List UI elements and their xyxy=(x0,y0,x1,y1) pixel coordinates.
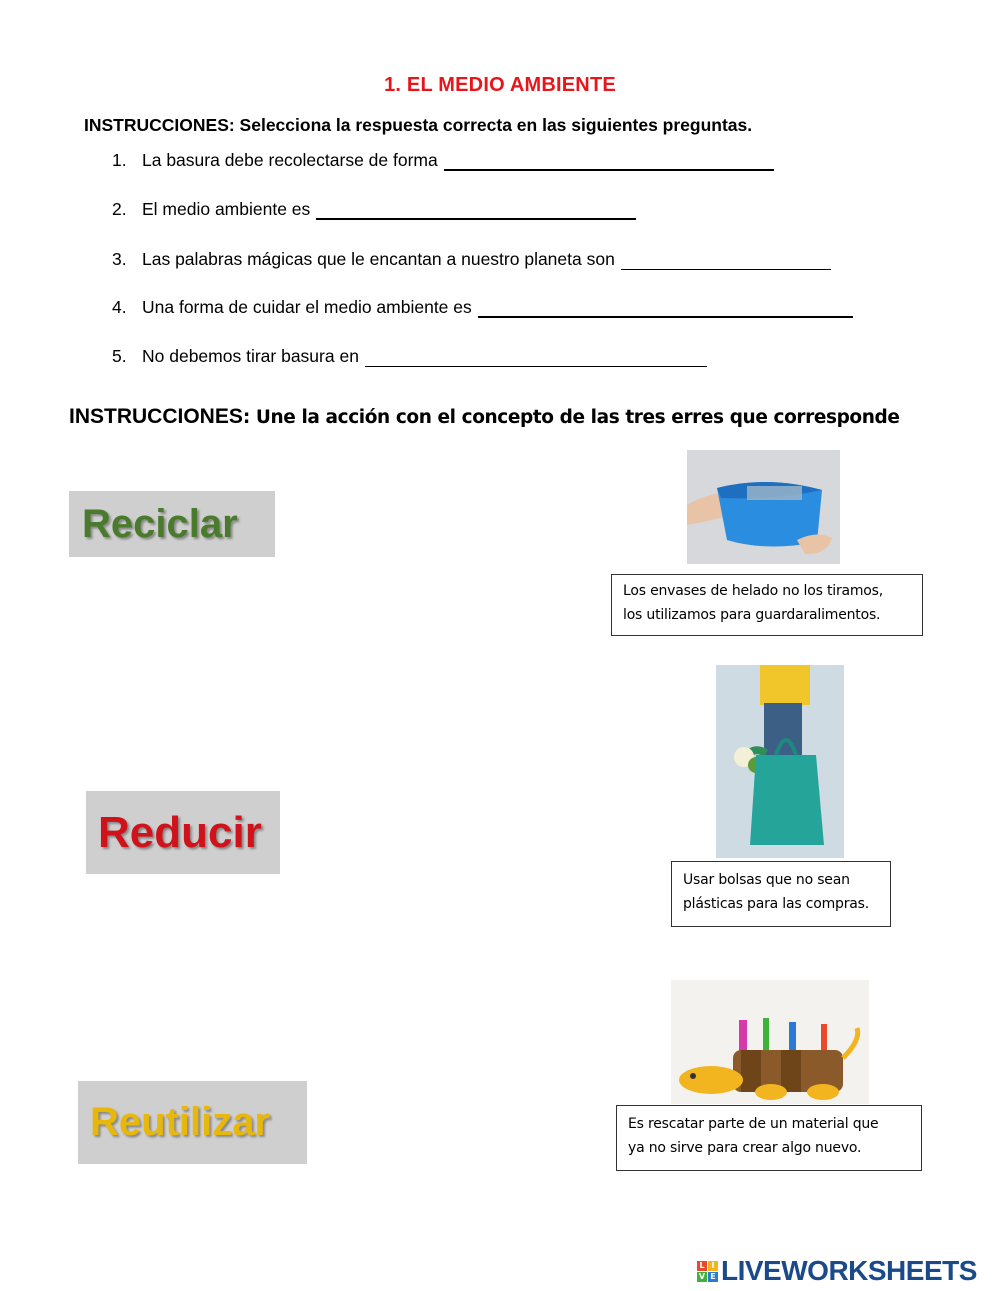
action-card-1[interactable] xyxy=(611,574,923,636)
question-5 xyxy=(112,346,707,367)
concept-label: Reciclar xyxy=(82,501,238,546)
liveworksheets-logo xyxy=(697,1255,977,1287)
question-number: 1. xyxy=(112,150,127,170)
instructions-text: : Une la acción con el concepto de las tres erres que corresponde xyxy=(242,407,900,428)
question-1 xyxy=(112,150,774,171)
logo-text: LIVEWORKSHEETS xyxy=(721,1255,977,1286)
action-text-line: Es rescatar parte de un material que xyxy=(628,1116,879,1132)
instructions-part2 xyxy=(69,405,900,429)
instructions-label: INSTRUCCIONES xyxy=(69,405,243,428)
question-4 xyxy=(112,297,853,318)
action-text-line: Usar bolsas que no sean xyxy=(683,872,850,888)
concept-reciclar[interactable] xyxy=(69,491,275,557)
answer-blank-1[interactable] xyxy=(444,168,774,171)
answer-blank-4[interactable] xyxy=(478,315,853,318)
action-card-2[interactable] xyxy=(671,861,891,927)
page-title: 1. EL MEDIO AMBIENTE xyxy=(384,74,616,96)
question-number: 2. xyxy=(112,199,127,219)
ice-cream-container-image xyxy=(687,450,840,564)
question-text: La basura debe recolectarse de forma xyxy=(142,150,438,170)
action-text-line: los utilizamos para guardaralimentos. xyxy=(623,607,881,623)
shopping-bag-image xyxy=(716,665,844,858)
concept-label: Reutilizar xyxy=(90,1100,271,1144)
concept-reutilizar[interactable] xyxy=(78,1081,307,1164)
recycled-dog-pencil-holder-image xyxy=(671,980,869,1104)
action-text-line: ya no sirve para crear algo nuevo. xyxy=(628,1140,862,1156)
question-number: 3. xyxy=(112,249,127,269)
question-text: Una forma de cuidar el medio ambiente es xyxy=(142,297,472,317)
instructions-part1: INSTRUCCIONES: Selecciona la respuesta correcta en las siguientes preguntas. xyxy=(84,115,753,135)
question-text: Las palabras mágicas que le encantan a nuestro planeta son xyxy=(142,249,615,269)
question-text: El medio ambiente es xyxy=(142,199,311,219)
question-number: 4. xyxy=(112,297,127,317)
concept-reducir[interactable] xyxy=(86,791,280,874)
logo-blocks-icon: L I V E xyxy=(697,1261,718,1282)
question-3 xyxy=(112,249,831,270)
answer-blank-3[interactable] xyxy=(621,268,831,270)
action-text-line: Los envases de helado no los tiramos, xyxy=(623,583,884,599)
answer-blank-2[interactable] xyxy=(316,217,636,220)
question-2 xyxy=(112,199,636,220)
answer-blank-5[interactable] xyxy=(365,365,707,367)
action-card-3[interactable] xyxy=(616,1105,922,1171)
question-text: No debemos tirar basura en xyxy=(142,346,359,366)
action-text-line: plásticas para las compras. xyxy=(683,896,869,912)
concept-label: Reducir xyxy=(98,807,262,857)
question-number: 5. xyxy=(112,346,127,366)
